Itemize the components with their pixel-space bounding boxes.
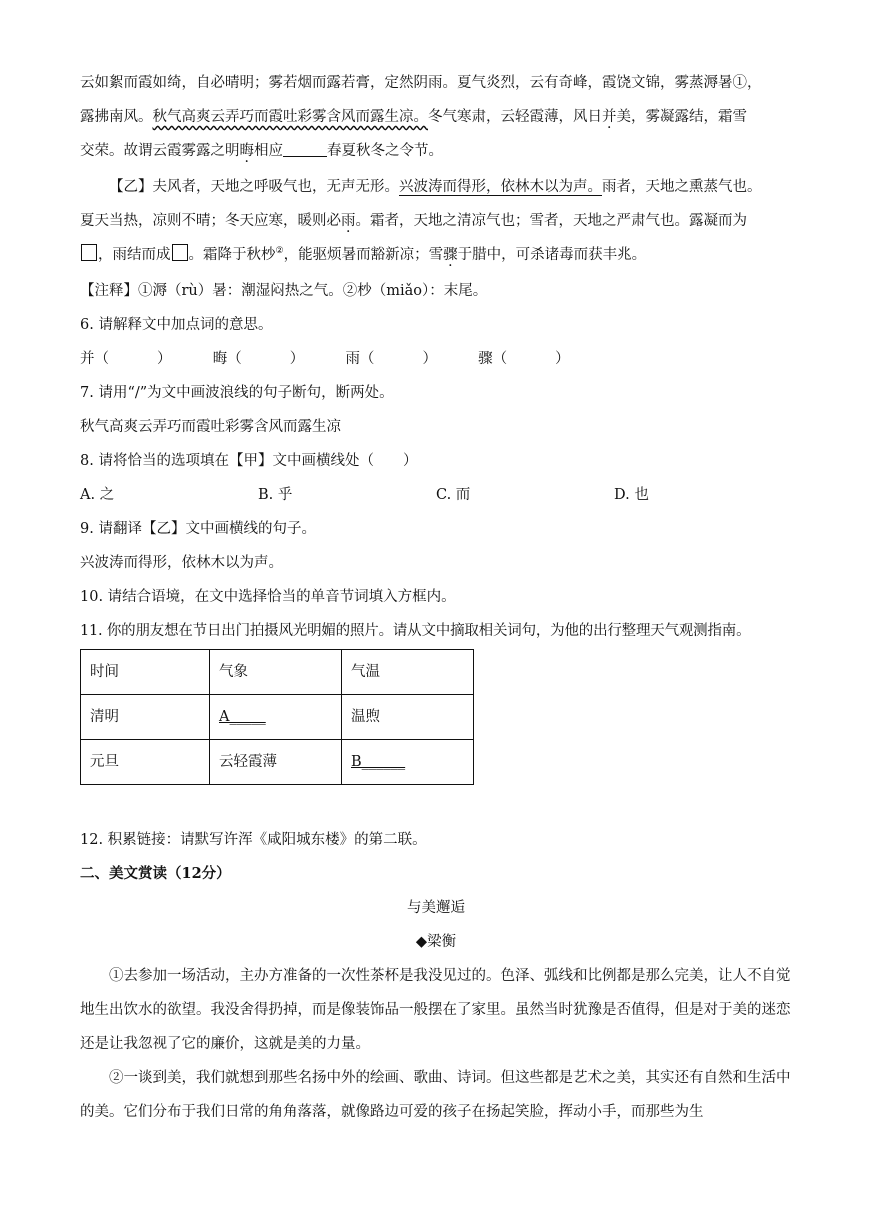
passage-text: 。霜降于秋杪: [188, 247, 276, 263]
q6-item-1: 并（ ）: [80, 351, 172, 367]
question-6-items: [80, 342, 792, 376]
question-10: 10. 请结合语境，在文中选择恰当的单音节词填入方框内。: [80, 589, 456, 605]
dotted-word-yu: 雨: [341, 213, 356, 229]
question-8: 8. 请将恰当的选项填在【甲】文中画横线处（ ）: [80, 453, 418, 469]
notes: 【注释】①溽（rù）暑：潮湿闷热之气。②杪（miǎo）：末尾。: [80, 283, 488, 299]
option-d[interactable]: D. 也: [614, 487, 649, 503]
passage-text: ，能驱烦暑而豁新凉；雪: [283, 247, 444, 263]
answer-box-1[interactable]: [81, 244, 97, 261]
q6-item-3: 雨（ ）: [345, 351, 437, 367]
question-7: 7. 请用“/”为文中画波浪线的句子断句，断两处。: [80, 385, 394, 401]
essay-paragraph-1: ①去参加一场活动，主办方准备的一次性茶杯是我没见过的。色泽、弧线和比例都是那么完美，让人不自觉地生出饮水的欲望。我没舍得扔掉，而是像装饰品一般摆在了家里。虽然当时犹豫是否值得，但是对于美的迷恋还是让我忽视了它的廉价，这就是美的力量。: [80, 968, 791, 1052]
passage-text: ，雨结而成: [98, 247, 171, 263]
passage-line: 露拂南风。: [80, 109, 153, 125]
passage-text: 相应: [254, 143, 283, 159]
fill-blank-line[interactable]: [283, 138, 327, 157]
passage-text: 。霜者，天地之清凉气也；雪者，天地之严肃气也。露凝而为: [355, 213, 747, 229]
essay-title: 与美邂逅: [407, 900, 465, 916]
passage-yi-cont: [80, 204, 792, 272]
passage-text: 夏天当热，凉则不晴；冬天应寒，暖则必: [80, 213, 341, 229]
table-header: 时间: [81, 650, 210, 695]
dotted-word-bing: 并: [602, 109, 617, 125]
question-8-options: [80, 478, 792, 512]
table-header: 气温: [342, 650, 474, 695]
table-cell: 清明: [81, 695, 210, 740]
option-b[interactable]: B. 乎: [258, 487, 293, 503]
question-9: 9. 请翻译【乙】文中画横线的句子。: [80, 521, 316, 537]
underlined-sentence: 兴波涛而得形，依林木以为声。: [399, 179, 602, 195]
dotted-word-zhou: 骤: [443, 247, 458, 263]
passage-text: 冬气寒肃，云轻霞薄，风日: [428, 109, 602, 125]
option-a[interactable]: A. 之: [80, 487, 115, 503]
passage-yi: [80, 170, 792, 204]
exam-page: [80, 66, 792, 1129]
q6-item-4: 骤（ ）: [478, 351, 570, 367]
question-9-sentence: 兴波涛而得形，依林木以为声。: [80, 555, 283, 571]
table-row: [81, 740, 474, 785]
question-7-sentence: 秋气高爽云弄巧而霞吐彩雾含风而露生凉: [80, 419, 341, 435]
table-row: [81, 695, 474, 740]
passage-text: 春夏秋冬之令节。: [327, 143, 443, 159]
passage-text: 【乙】夫风者，天地之呼吸气也，无声无形。: [109, 179, 399, 195]
table-row: [81, 650, 474, 695]
question-11: 11. 你的朋友想在节日出门拍摄风光明媚的照片。请从文中摘取相关词句，为他的出行整理天气观测指南。: [80, 623, 751, 639]
table-cell-answer-a[interactable]: A_____: [210, 695, 342, 740]
table-cell-answer-b[interactable]: B______: [342, 740, 474, 785]
section-heading: 二、美文赏读（12分）: [80, 865, 231, 882]
dotted-word-hui: 晦: [239, 143, 254, 159]
table-cell: 温煦: [342, 695, 474, 740]
passage-text: 美，雾凝露结，霜雪: [616, 109, 747, 125]
table-cell: 云轻霞薄: [210, 740, 342, 785]
passage-jia-tail: [80, 66, 792, 168]
footnote-marker: ②: [275, 246, 284, 257]
passage-line: 云如絮而霞如绮，自必晴明；雾若烟而露若膏，定然阴雨。夏气炎烈，云有奇峰，霞饶文锦，雾蒸溽暑①，: [80, 75, 762, 91]
question-12: 12. 积累链接：请默写许浑《咸阳城东楼》的第二联。: [80, 832, 427, 848]
weather-guide-table: [80, 649, 474, 785]
essay-author: ◆梁衡: [415, 934, 457, 950]
option-c[interactable]: C. 而: [436, 487, 471, 503]
answer-box-2[interactable]: [172, 244, 188, 261]
passage-text: 于腊中，可杀诸毒而获丰兆。: [457, 247, 647, 263]
essay-paragraph-2: ②一谈到美，我们就想到那些名扬中外的绘画、歌曲、诗词。但这些都是艺术之美，其实还有自然和生活中的美。它们分布于我们日常的角角落落，就像路边可爱的孩子在扬起笑脸，挥动小手，而那些为生: [80, 1070, 791, 1120]
q6-item-2: 晦（ ）: [212, 351, 305, 367]
passage-text: 交荣。故谓云霞雾露之明: [80, 143, 240, 159]
table-header: 气象: [210, 650, 342, 695]
wavy-underlined-sentence: 秋气高爽云弄巧而霞吐彩雾含风而露生凉。: [152, 109, 428, 125]
question-6: 6. 请解释文中加点词的意思。: [80, 317, 273, 333]
passage-text: 雨者，天地之熏蒸气也。: [602, 179, 762, 195]
table-cell: 元旦: [81, 740, 210, 785]
